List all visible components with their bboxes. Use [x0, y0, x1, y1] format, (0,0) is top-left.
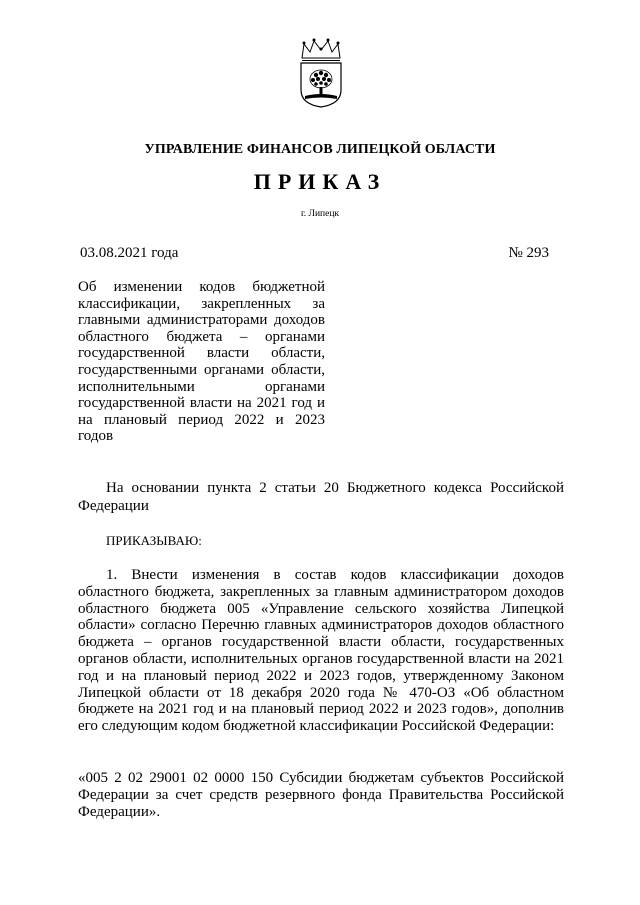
order-item-1: 1. Внести изменения в состав кодов классификации доходов областного бюджета, закрепленных за главным администратором доходов областного бюджета 005 «Управление сельского хозяйства Липецкой области» согласно Перечню главных администраторов доходов областного бюджета – органов государственной власти области, государственных органов области, исполнительных органов государственной власти на 2021 год и на плановый период 2022 и 2023 годов, утвержденному Законом Липецкой области от 18 декабря 2020 года № 470-ОЗ «Об областном бюджете на 2021 год и на плановый период 2022 и 2023 годов», дополнив его следующим кодом бюджетной классификации Российской Федерации:	[78, 567, 564, 735]
order-date: 03.08.2021 года	[80, 245, 179, 261]
budget-code-paragraph: «005 2 02 29001 02 0000 150 Субсидии бюджетам субъектов Российской Федерации за счет средств резервного фонда Правительства Российской Федерации».	[78, 770, 564, 820]
order-number: № 293	[508, 245, 549, 261]
order-directive-word: ПРИКАЗЫВАЮ:	[106, 533, 202, 548]
order-subject: Об изменении кодов бюджетной классификации, закрепленных за главными администраторами доходов областного бюджета – органами государственной власти области, государственными органами области, исполнительными органами государственной власти на 2021 год и на плановый период 2022 и 2023 годов	[78, 279, 325, 445]
organization-title: УПРАВЛЕНИЕ ФИНАНСОВ ЛИПЕЦКОЙ ОБЛАСТИ	[144, 142, 496, 157]
lipetsk-coat-of-arms-icon	[296, 38, 346, 108]
city-label: г. Липецк	[300, 209, 340, 219]
document-type-heading: ПРИКАЗ	[253, 169, 387, 194]
legal-basis-paragraph: На основании пункта 2 статьи 20 Бюджетного кодекса Российской Федерации	[78, 480, 564, 514]
